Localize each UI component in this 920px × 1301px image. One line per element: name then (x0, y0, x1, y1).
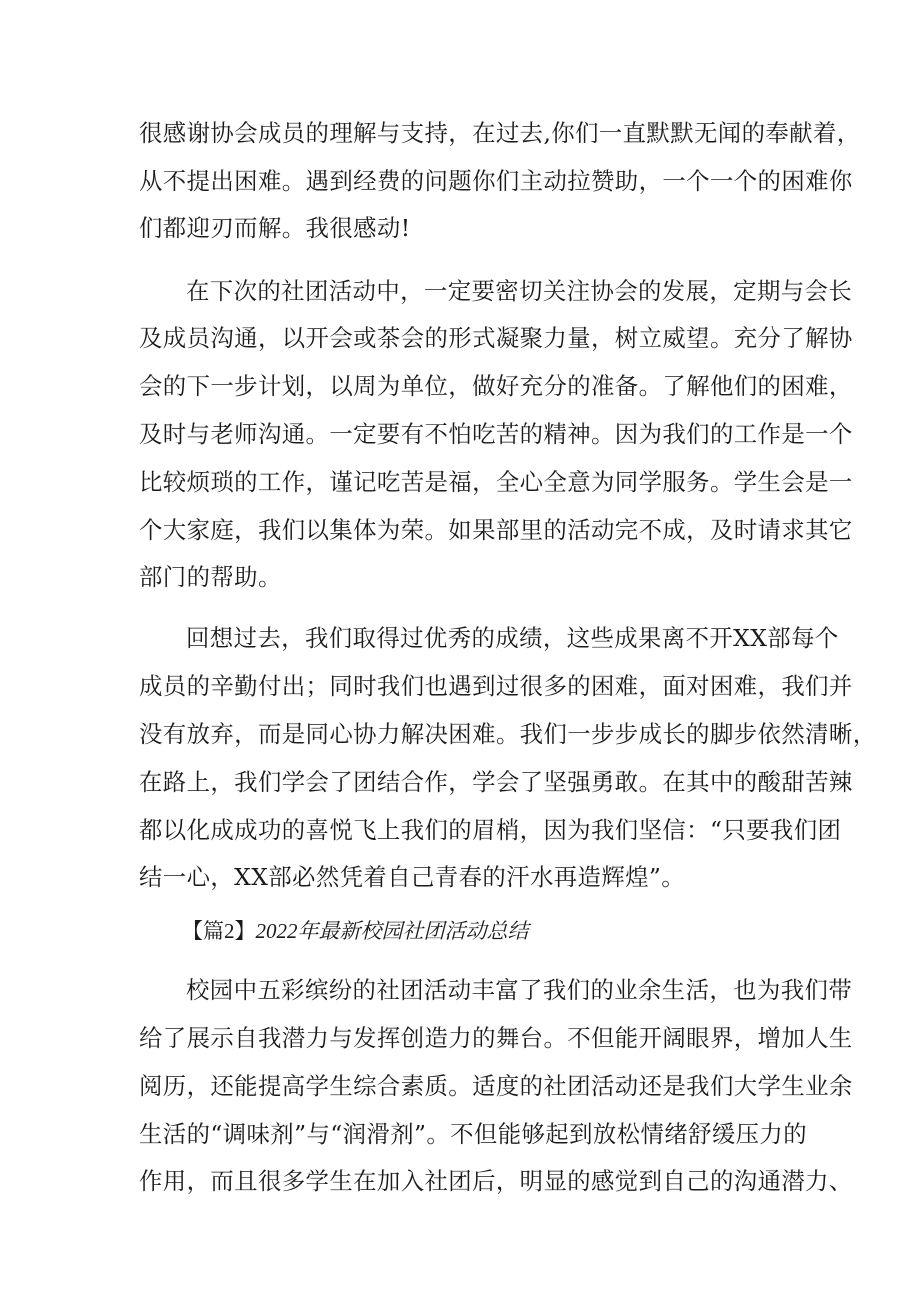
paragraph-4-line-2: 给了展示自我潜力与发挥创造力的舞台。不但能开阔眼界，增加人生 (139, 1024, 853, 1052)
paragraph-1-line-1: 很感谢协会成员的理解与支持，在过去,你们一直默默无闻的奉献着， (139, 119, 861, 147)
section-heading-title: 2022年最新校园社团活动总结 (255, 919, 529, 943)
paragraph-2-line-3: 会的下一步计划，以周为单位，做好充分的准备。了解他们的困难， (139, 372, 853, 400)
paragraph-4-line-5: 作用，而且很多学生在加入社团后，明显的感觉到自己的沟通潜力、 (139, 1167, 853, 1195)
paragraph-2-line-6: 个大家庭，我们以集体为荣。如果部里的活动完不成，及时请求其它 (139, 516, 853, 544)
paragraph-2-line-4: 及时与老师沟通。一定要有不怕吃苦的精神。因为我们的工作是一个 (139, 420, 853, 448)
paragraph-2-line-2: 及成员沟通，以开会或茶会的形式凝聚力量，树立威望。充分了解协 (139, 324, 853, 352)
paragraph-4-line-1: 校园中五彩缤纷的社团活动丰富了我们的业余生活，也为我们带 (186, 976, 853, 1004)
paragraph-4-line-3: 阅历，还能提高学生综合素质。适度的社团活动还是我们大学生业余 (139, 1072, 853, 1100)
paragraph-2-line-1: 在下次的社团活动中，一定要密切关注协会的发展，定期与会长 (186, 277, 853, 305)
paragraph-4-line-4: 生活的“调味剂”与“润滑剂”。不但能够起到放松情绪舒缓压力的 (139, 1120, 807, 1148)
section-heading (182, 917, 529, 945)
paragraph-3-line-2: 成员的辛勤付出；同时我们也遇到过很多的困难，面对困难，我们并 (139, 672, 853, 700)
paragraph-1-line-2: 从不提出困难。遇到经费的问题你们主动拉赞助，一个一个的困难你 (139, 167, 853, 195)
paragraph-1-line-3: 们都迎刃而解。我很感动! (139, 214, 411, 242)
paragraph-3-line-4: 在路上，我们学会了团结合作，学会了坚强勇敢。在其中的酸甜苦辣 (139, 768, 853, 796)
paragraph-3-line-3: 没有放弃，而是同心协力解决困难。我们一步步成长的脚步依然清晰， (139, 720, 877, 748)
paragraph-3-line-5: 都以化成成功的喜悦飞上我们的眉梢，因为我们坚信：“只要我们团 (139, 816, 842, 844)
paragraph-2-line-5: 比较烦琐的工作，谨记吃苦是福，全心全意为同学服务。学生会是一 (139, 468, 853, 496)
paragraph-3-line-6: 结一心，XX部必然凭着自己青春的汗水再造辉煌”。 (139, 863, 686, 891)
paragraph-2-line-7: 部门的帮助。 (139, 563, 282, 591)
section-heading-tag: 【篇2】 (182, 919, 256, 943)
paragraph-3-line-1: 回想过去，我们取得过优秀的成绩，这些成果离不开XX部每个 (186, 624, 839, 652)
